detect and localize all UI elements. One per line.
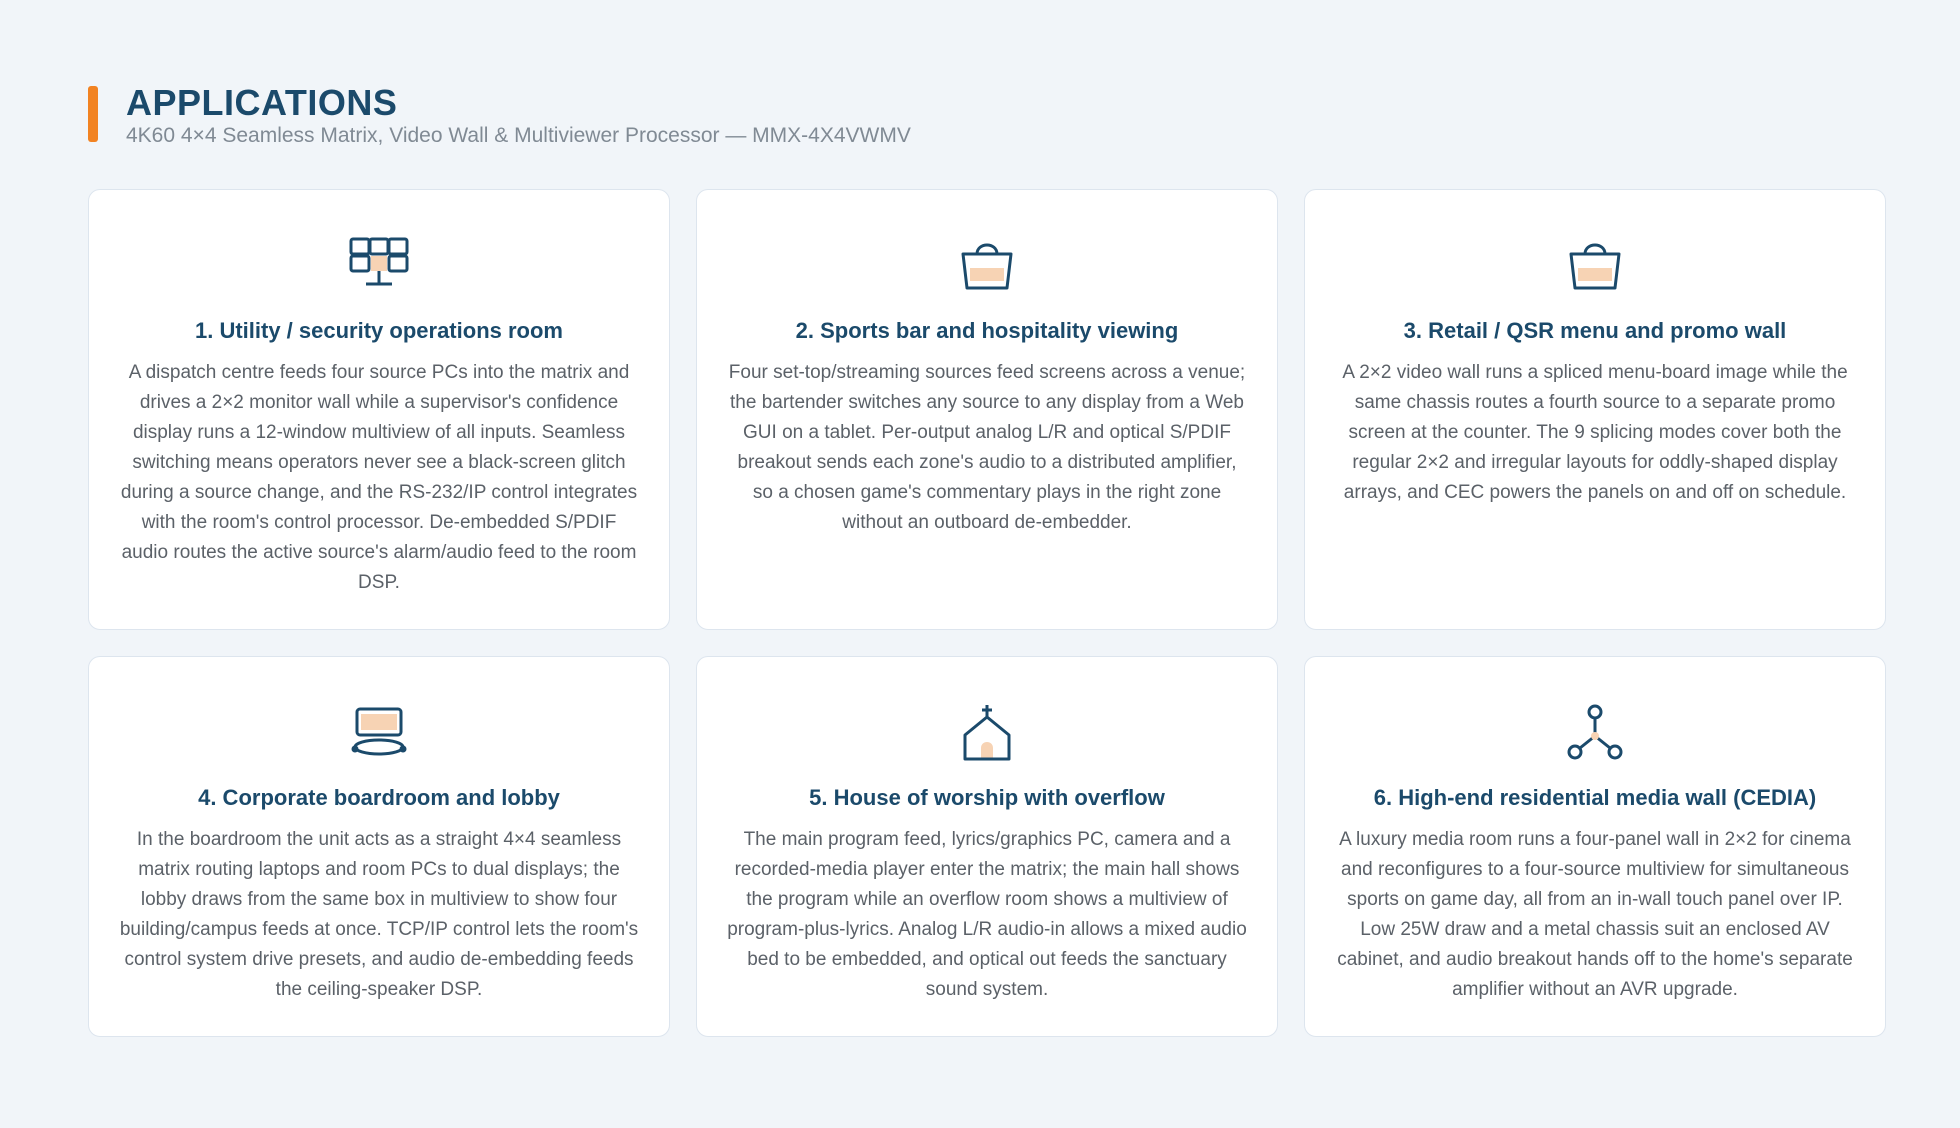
page-subtitle: 4K60 4×4 Seamless Matrix, Video Wall & Multiviewer Processor — MMX-4X4VWMV [126, 124, 911, 147]
card-title: 6. High-end residential media wall (CEDIA) [1373, 785, 1817, 810]
church-icon [957, 704, 1017, 762]
shopping-bag-icon [957, 237, 1017, 295]
card-description: Four set-top/streaming sources feed screens across a venue; the bartender switches any source to any display from a Web GUI on a tablet. Per-output analog L/R and optical S/PDIF breakout sends each zone's audio to a distributed amplifier, so a chosen game's commentary plays in the right zone without an outboard de-embedder. [728, 362, 1246, 533]
application-card-retail [1304, 189, 1886, 630]
application-card-residential [1304, 656, 1886, 1037]
conference-table-icon [349, 704, 409, 762]
card-title: 5. House of worship with overflow [809, 785, 1165, 810]
page-title: APPLICATIONS [126, 82, 398, 123]
card-title: 4. Corporate boardroom and lobby [198, 785, 560, 810]
application-card-security [88, 189, 670, 630]
card-description: A luxury media room runs a four-panel wall in 2×2 for cinema and reconfigures to a four-source multiview for simultaneous sports on game day, all from an in-wall touch panel over IP. Low 25W draw and a metal chassis suit an enclosed AV cabinet, and audio breakout hands off to the home's separate amplifier without an AVR upgrade. [1337, 829, 1853, 1000]
application-card-boardroom [88, 656, 670, 1037]
card-title: 2. Sports bar and hospitality viewing [795, 318, 1179, 343]
card-description: The main program feed, lyrics/graphics PC, camera and a recorded-media player enter the matrix; the main hall shows the program while an overflow room shows a multiview of program-plus-lyrics. Analog L/R audio-in allows a mixed audio bed to be embedded, and optical out feeds the sanctuary sound system. [727, 829, 1247, 1000]
application-card-worship [696, 656, 1278, 1037]
network-hub-icon [1565, 704, 1625, 762]
shopping-bag-icon [1565, 237, 1625, 295]
accent-bar [88, 86, 98, 142]
applications-grid [88, 189, 1888, 1037]
application-card-sports-bar [696, 189, 1278, 630]
card-description: A dispatch centre feeds four source PCs into the matrix and drives a 2×2 monitor wall while a supervisor's confidence display runs a 12-window multiview of all inputs. Seamless switching means operators never see a black-screen glitch during a source change, and the RS-232/IP control integrates with the room's control processor. De-embedded S/PDIF audio routes the active source's alarm/audio feed to the room DSP. [120, 362, 638, 593]
card-description: A 2×2 video wall runs a spliced menu-board image while the same chassis routes a fourth source to a separate promo screen at the counter. The 9 splicing modes cover both the regular 2×2 and irregular layouts for oddly-shaped display arrays, and CEC powers the panels on and off on schedule. [1342, 362, 1848, 503]
section-header [88, 82, 1888, 147]
card-title: 3. Retail / QSR menu and promo wall [1403, 318, 1787, 343]
video-wall-icon [349, 237, 409, 295]
card-description: In the boardroom the unit acts as a straight 4×4 seamless matrix routing laptops and room PCs to dual displays; the lobby draws from the same box in multiview to show four building/campus feeds at once. TCP/IP control lets the room's control system drive presets, and audio de-embedding feeds the ceiling-speaker DSP. [119, 829, 639, 1000]
card-title: 1. Utility / security operations room [195, 318, 563, 343]
